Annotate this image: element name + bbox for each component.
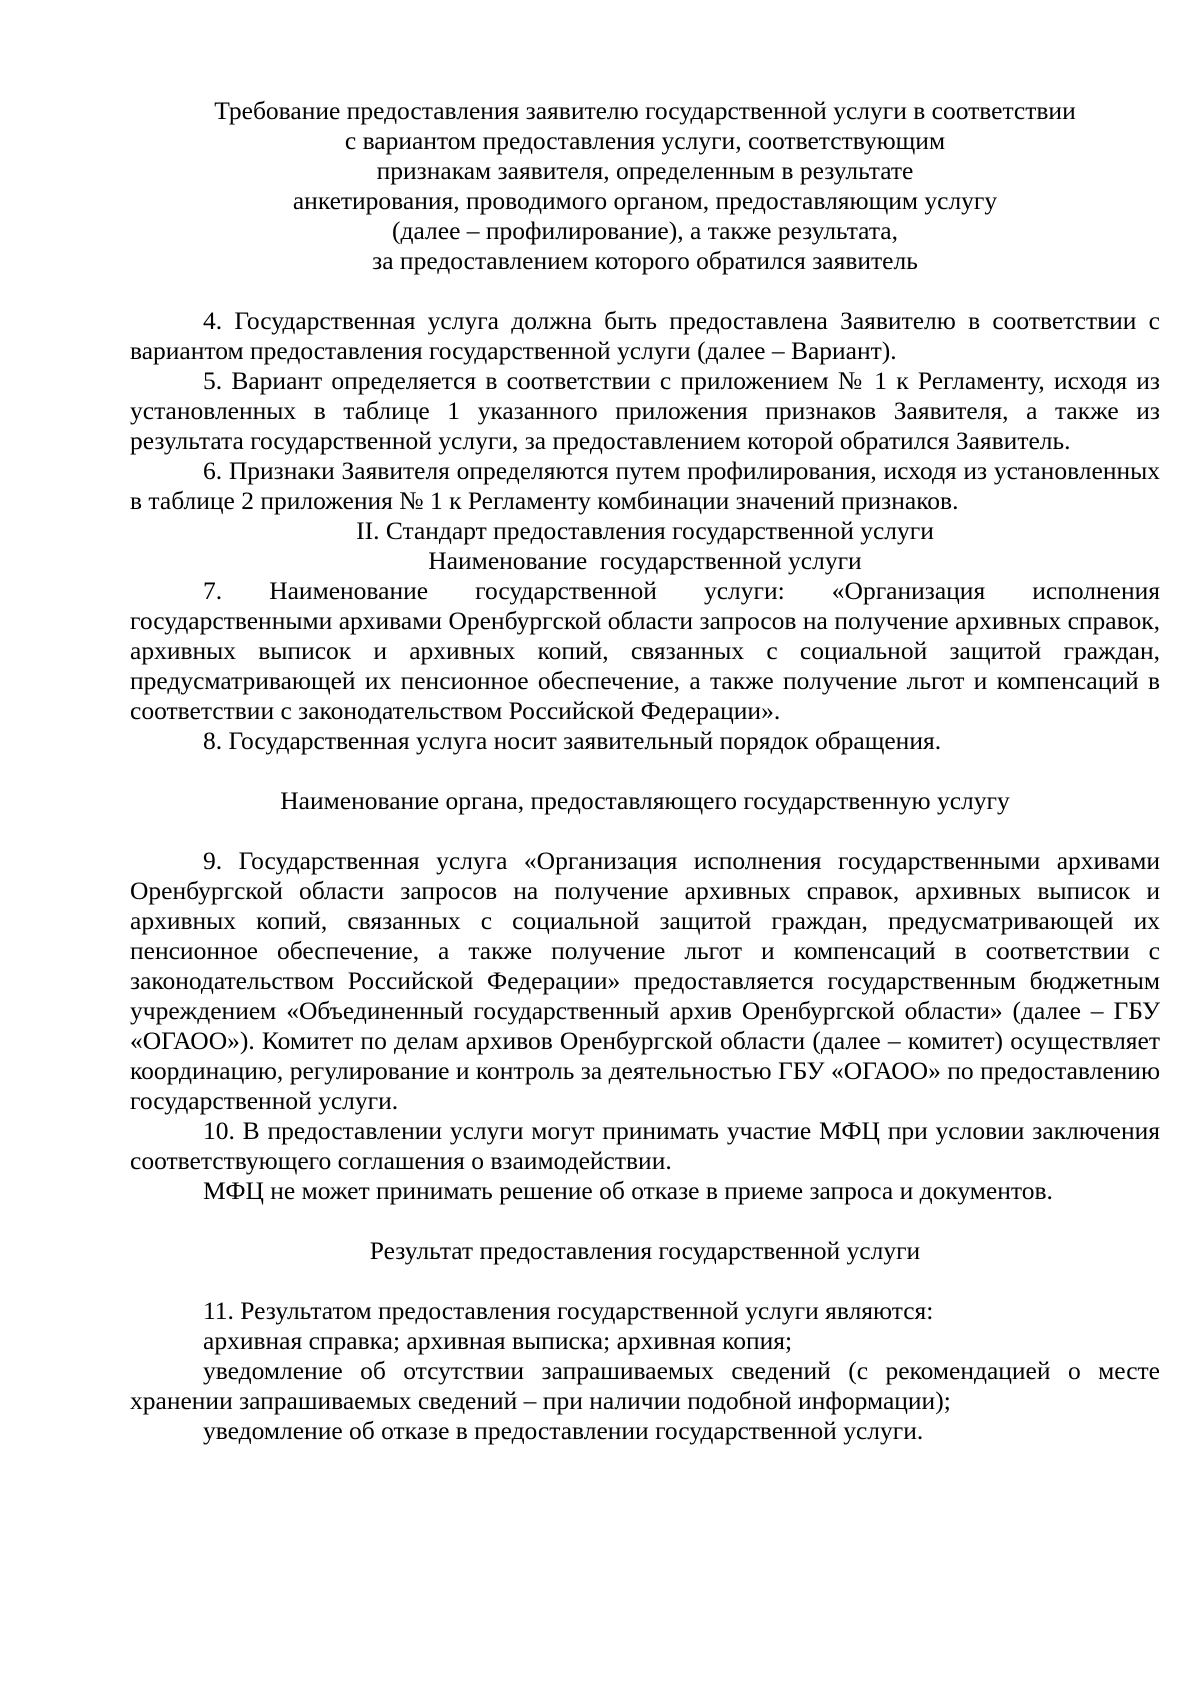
title-line: (далее – профилирование), а также результата, [392, 216, 898, 245]
paragraph-11: 11. Результатом предоставления государственной услуги являются: [203, 1296, 934, 1325]
section-2-heading: II. Стандарт предоставления государственной услуги [356, 516, 934, 545]
organ-heading: Наименование органа, предоставляющего государственную услугу [280, 786, 1010, 815]
paragraph-10: 10. В предоставлении услуги могут принимать участие МФЦ при условии заключения соответствующего соглашения о взаимодействии. [130, 1116, 1160, 1175]
spacer [130, 816, 1160, 846]
title-line: признакам заявителя, определенным в результате [376, 156, 914, 185]
result-heading: Результат предоставления государственной услуги [369, 1236, 921, 1265]
service-name-heading: Наименование государственной услуги [428, 546, 862, 575]
result-item-archival-docs: архивная справка; архивная выписка; архивная копия; [203, 1326, 793, 1355]
paragraph-10b: МФЦ не может принимать решение об отказе в приеме запроса и документов. [203, 1176, 1053, 1205]
title-line: с вариантом предоставления услуги, соответствующим [344, 126, 946, 155]
paragraph-8: 8. Государственная услуга носит заявительный порядок обращения. [203, 726, 942, 755]
paragraph-6: 6. Признаки Заявителя определяются путем профилирования, исходя из установленных в таблице 2 приложения № 1 к Регламенту комбинации значений признаков. [130, 456, 1160, 515]
result-item-absence-notice: уведомление об отсутствии запрашиваемых сведений (с рекомендацией о месте хранении запрашиваемых сведений – при наличии подобной информации); [130, 1356, 1160, 1415]
paragraph-7: 7. Наименование государственной услуги: «Организация исполнения государственными архивами Оренбургской области запросов на получение архивных справок, архивных выписок и архивных копий, связанных с социальной защитой граждан, предусматривающей их пенсионное обеспечение, а также получение льгот и компенсаций в соответствии с законодательством Российской Федерации». [130, 576, 1160, 725]
paragraph-5: 5. Вариант определяется в соответствии с приложением № 1 к Регламенту, исходя из установленных в таблице 1 указанного приложения признаков Заявителя, а также из результата государственной услуги, за предоставлением которой обратился Заявитель. [130, 366, 1160, 455]
title-line: за предоставлением которого обратился заявитель [372, 246, 918, 275]
paragraph-9: 9. Государственная услуга «Организация исполнения государственными архивами Оренбургской области запросов на получение архивных справок, архивных выписок и архивных копий, связанных с социальной защитой граждан, предусматривающей их пенсионное обеспечение, а также получение льгот и компенсаций в соответствии с законодательством Российской Федерации» предоставляется государственным бюджетным учреждением «Объединенный государственный архив Оренбургской области» (далее – ГБУ «ОГАОО»). Комитет по делам архивов Оренбургской области (далее – комитет) осуществляет координацию, регулирование и контроль за деятельностью ГБУ «ОГАОО» по предоставлению государственной услуги. [130, 846, 1160, 1115]
title-line: Требование предоставления заявителю государственной услуги в соответствии [214, 96, 1076, 125]
result-item-refusal-notice: уведомление об отказе в предоставлении государственной услуги. [203, 1416, 924, 1445]
paragraph-4: 4. Государственная услуга должна быть предоставлена Заявителю в соответствии с вариантом предоставления государственной услуги (далее – Вариант). [130, 306, 1160, 365]
document-title [130, 96, 1160, 276]
spacer [130, 756, 1160, 786]
title-line: анкетирования, проводимого органом, предоставляющим услугу [292, 186, 998, 215]
spacer [130, 1266, 1160, 1296]
spacer [130, 1206, 1160, 1236]
document-page [130, 96, 1160, 1446]
